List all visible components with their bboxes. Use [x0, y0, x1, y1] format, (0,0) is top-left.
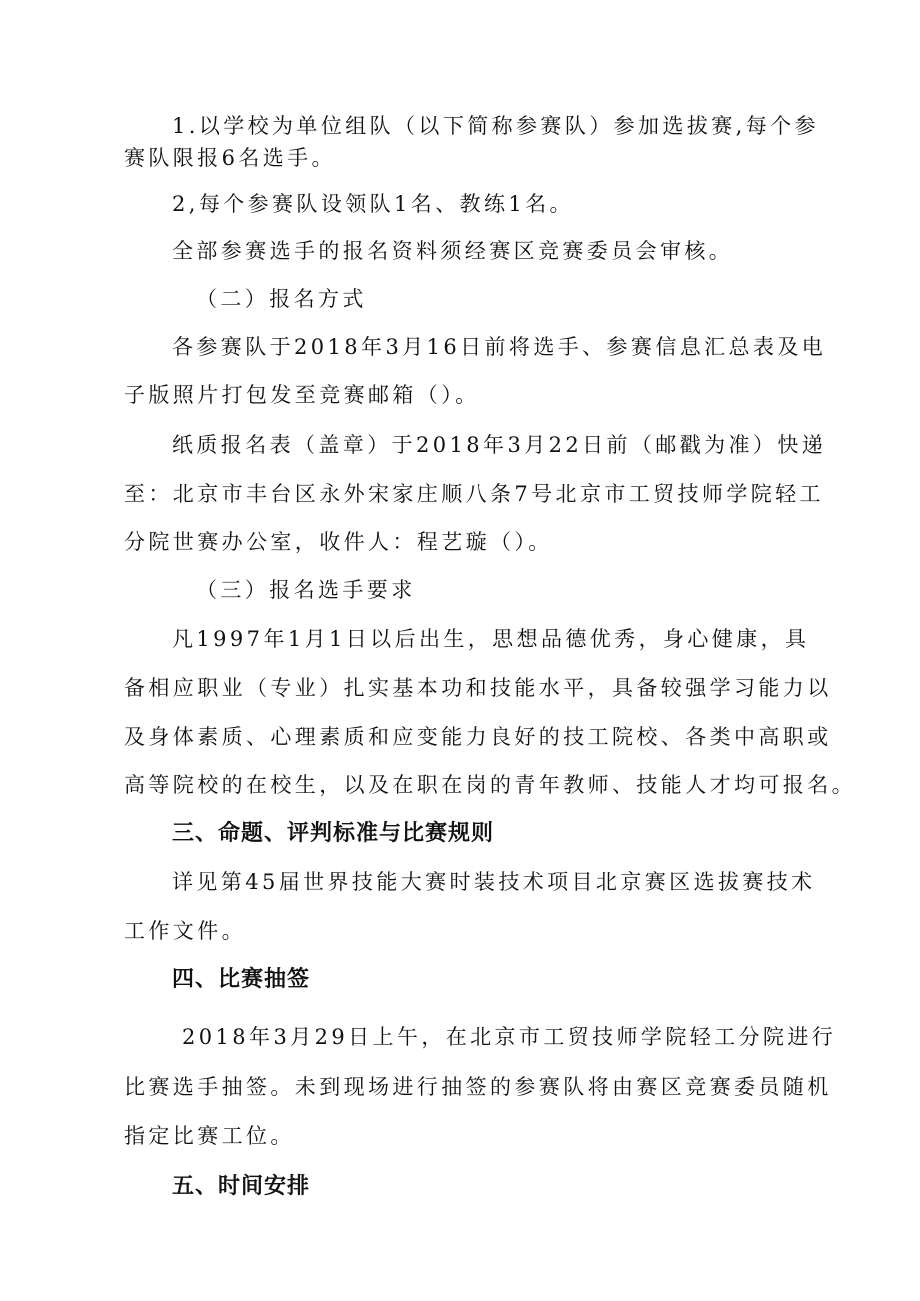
line-registration-email: 子版照片打包发至竞赛邮箱（）。 [124, 383, 480, 407]
line-mailing-address: 至：北京市丰台区永外宋家庄顺八条7号北京市工贸技师学院轻工 [124, 482, 824, 506]
line-draw-detail: 比赛选手抽签。未到现场进行抽签的参赛队将由赛区竞赛委员随机 [124, 1075, 832, 1099]
subheading-registration-method: （二）报名方式 [196, 287, 367, 311]
subheading-contestant-requirements: （三）报名选手要求 [196, 578, 416, 602]
section-heading-rules: 三、命题、评判标准与比赛规则 [172, 821, 495, 846]
line-requirement-3: 及身体素质、心理素质和应变能力良好的技工院校、各类中高职或 [124, 725, 832, 749]
line-review: 全部参赛选手的报名资料须经赛区竞赛委员会审核。 [172, 239, 734, 263]
line-draw-date: 2018年3月29日上午，在北京市工贸技师学院轻工分院进行 [182, 1025, 837, 1049]
line-team-leader: 2,每个参赛队设领队1名、教练1名。 [172, 192, 574, 216]
line-team-rule: 1.以学校为单位组队（以下简称参赛队）参加选拔赛,每个参 [172, 114, 819, 138]
line-team-limit: 赛队限报6名选手。 [124, 146, 336, 170]
line-requirement-2: 备相应职业（专业）扎实基本功和技能水平，具备较强学习能力以 [124, 676, 832, 700]
section-heading-schedule: 五、时间安排 [172, 1174, 311, 1199]
line-requirement-1: 凡1997年1月1日以后出生，思想品德优秀，身心健康，具 [172, 627, 810, 651]
line-draw-station: 指定比赛工位。 [124, 1124, 295, 1148]
line-registration-deadline: 各参赛队于2018年3月16日前将选手、参赛信息汇总表及电 [172, 335, 827, 359]
line-paper-form: 纸质报名表（盖章）于2018年3月22日前（邮戳为准）快递 [172, 433, 827, 457]
line-rules-detail: 详见第45届世界技能大赛时装技术项目北京赛区选拔赛技术 [172, 870, 816, 894]
line-requirement-4: 高等院校的在校生，以及在职在岗的青年教师、技能人才均可报名。 [124, 773, 856, 797]
section-heading-draw: 四、比赛抽签 [172, 967, 311, 992]
line-rules-file: 工作文件。 [124, 919, 246, 943]
line-recipient: 分院世赛办公室，收件人：程艺璇（）。 [124, 530, 553, 554]
